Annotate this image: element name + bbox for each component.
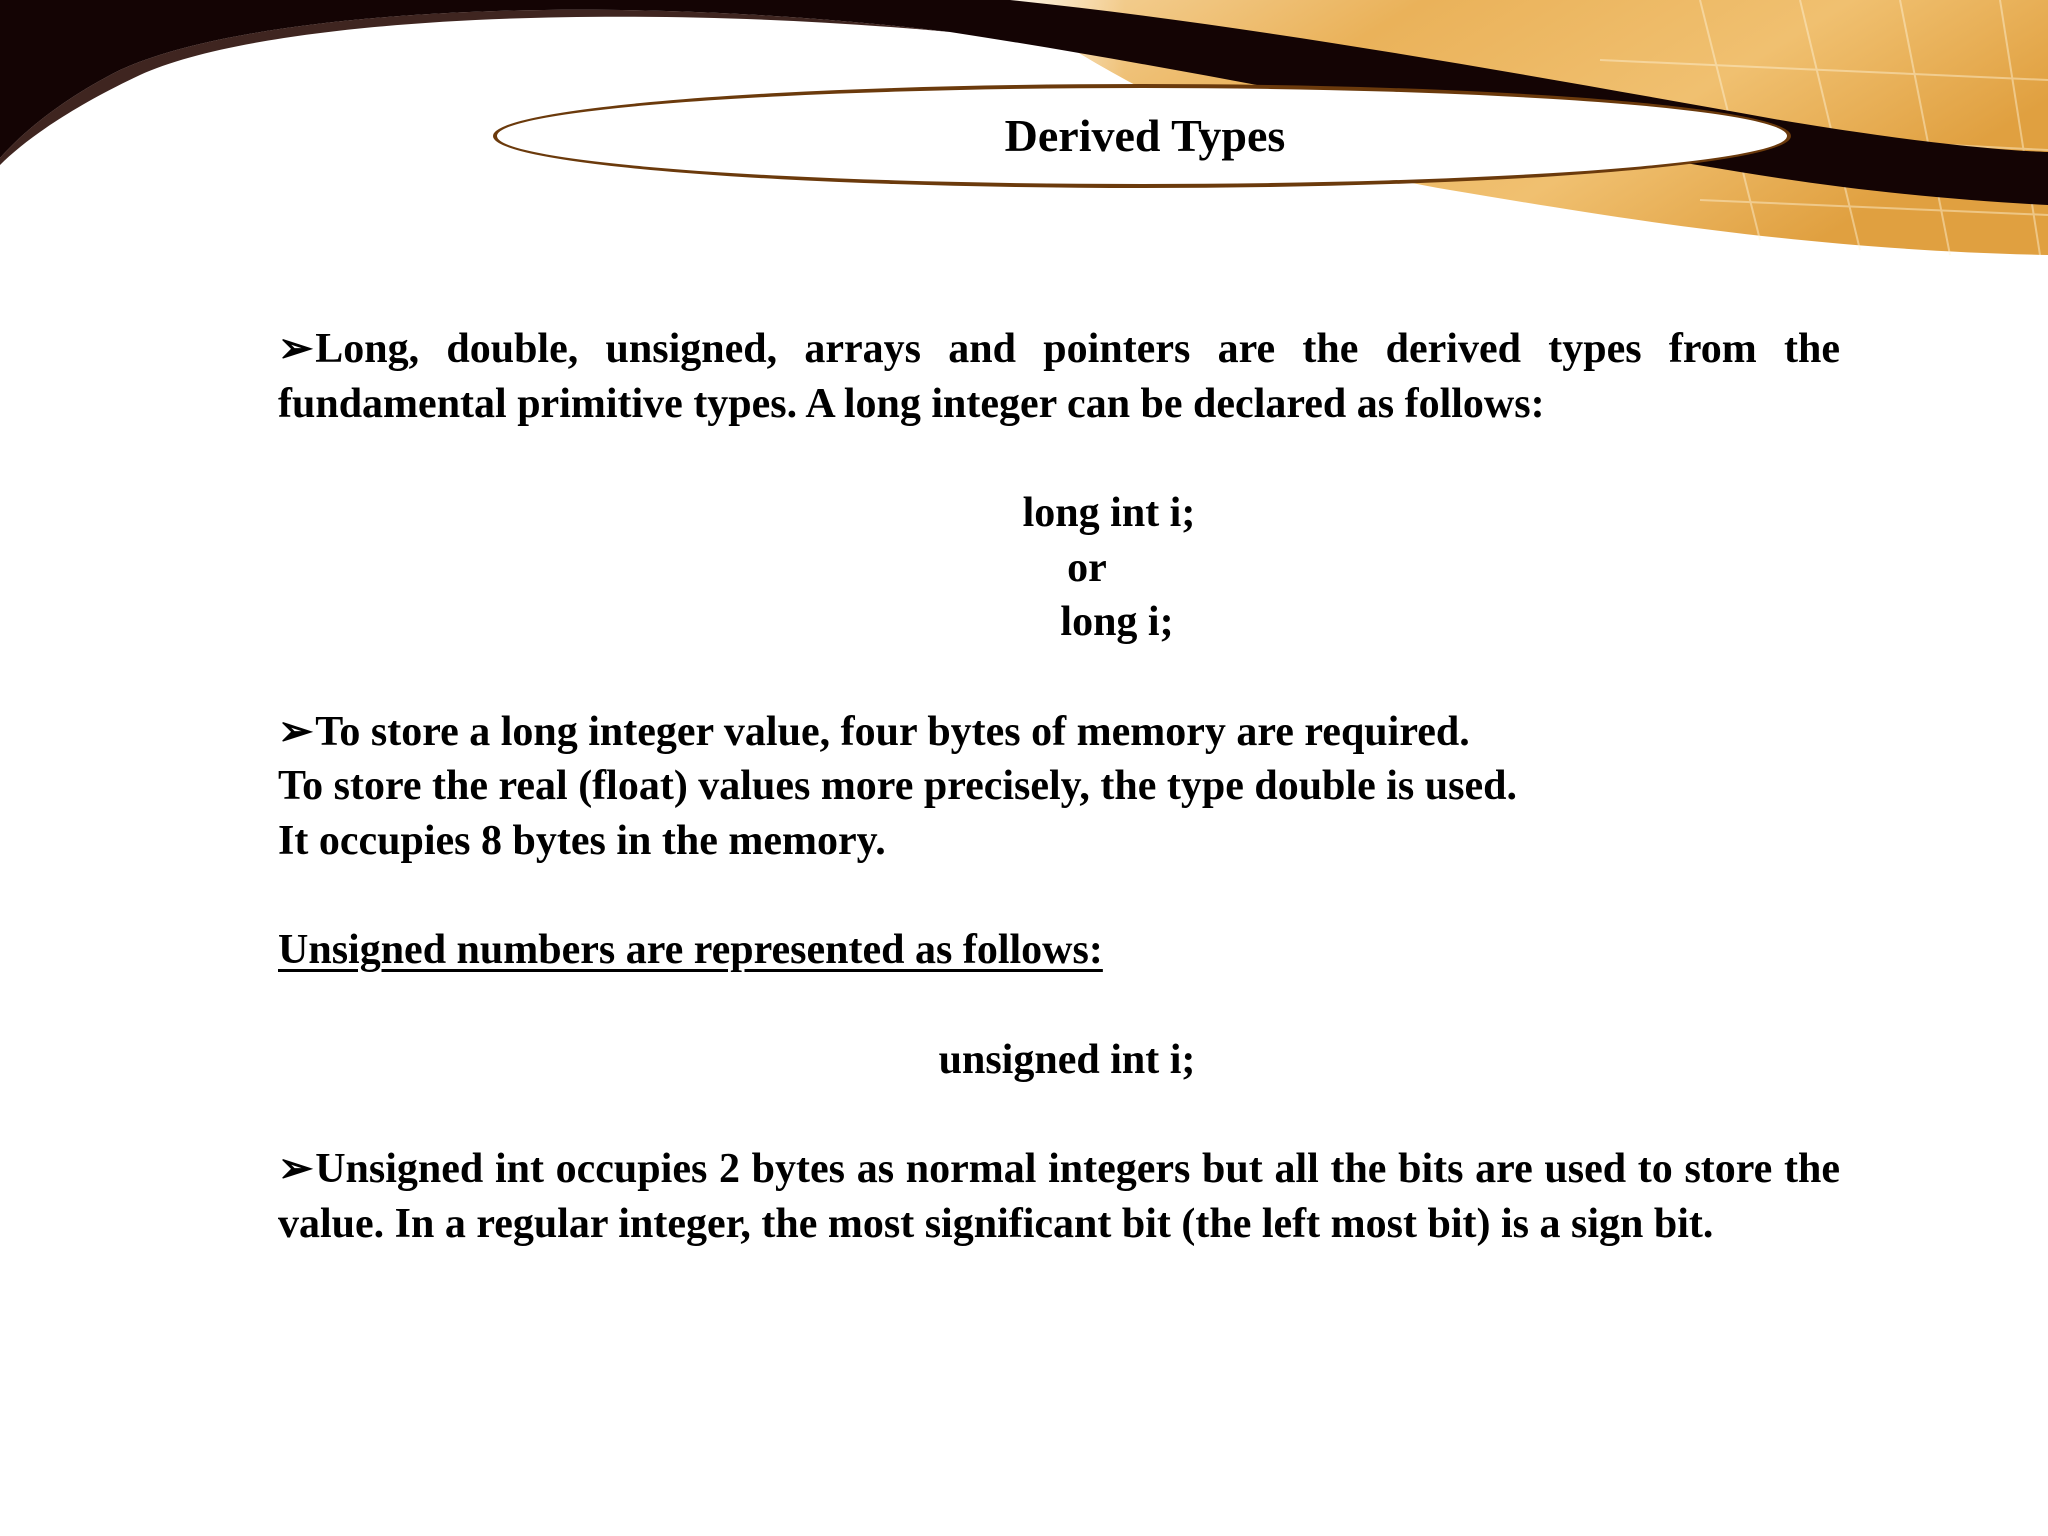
code-line: long int i; (1022, 490, 1196, 536)
slide-title: Derived Types (1004, 110, 1286, 161)
code-long-declaration (278, 486, 1840, 650)
paragraph-unsigned-text: Unsigned int occupies 2 bytes as normal integers but all the bits are used to store the value. In a regular integer, the most significant bit (the left most bit) is a sign bit. (278, 1146, 1840, 1247)
title-oval (493, 84, 1791, 188)
paragraph-memory-line: To store the real (float) values more precisely, the type double is used. (278, 763, 1517, 809)
paragraph-memory-line: It occupies 8 bytes in the memory. (278, 817, 886, 864)
arrow-bullet-icon: ➢ (278, 1146, 314, 1192)
arrow-bullet-icon: ➢ (278, 326, 314, 372)
code-unsigned-declaration: unsigned int i; (938, 1036, 1196, 1083)
paragraph-memory (278, 705, 1840, 869)
spacer (278, 650, 1840, 705)
code-line: long i; (1060, 599, 1174, 645)
paragraph-unsigned (278, 1142, 1840, 1251)
spacer (278, 431, 1840, 486)
paragraph-derived-types-text: Long, double, unsigned, arrays and pointers are the derived types from the fundamental primitive types. A long integer can be declared as follows: (278, 326, 1840, 427)
spacer (278, 868, 1840, 923)
paragraph-memory-line: ➢To store a long integer value, four bytes of memory are required. (278, 705, 1840, 760)
slide-body (278, 322, 1840, 1251)
unsigned-heading: Unsigned numbers are represented as follows: (278, 927, 1103, 973)
paragraph-derived-types (278, 322, 1840, 431)
arrow-bullet-icon: ➢ (278, 708, 314, 755)
code-line: or (1067, 544, 1107, 591)
spacer (278, 978, 1840, 1033)
spacer (278, 1087, 1840, 1142)
